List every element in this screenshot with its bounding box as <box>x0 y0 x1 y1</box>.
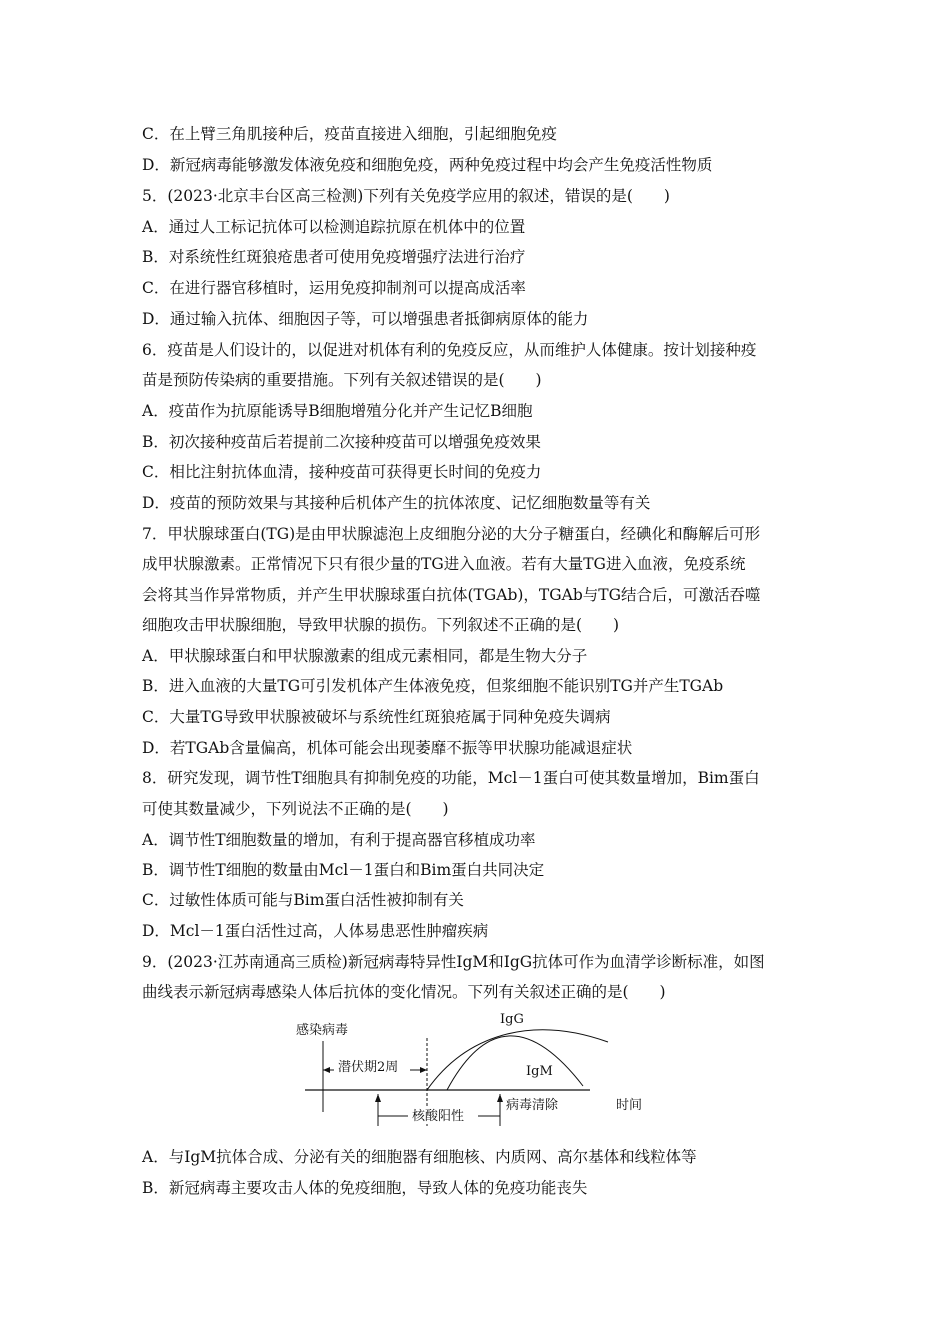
text-line: D．Mcl－1蛋白活性过高，人体易患恶性肿瘤疾病 <box>142 922 489 940</box>
text-line: 成甲状腺激素。正常情况下只有很少量的TG进入血液。若有大量TG进入血液，免疫系统 <box>142 555 746 573</box>
question-7-stem: 7．甲状腺球蛋白(TG)是由甲状腺滤泡上皮细胞分泌的大分子糖蛋白，经碘化和酶解后可形 <box>142 525 761 543</box>
nucleic-positive-label: 核酸阳性 <box>412 1109 465 1124</box>
text-line: 曲线表示新冠病毒感染人体后抗体的变化情况。下列有关叙述正确的是( ) <box>142 983 666 1001</box>
text-line: C．相比注射抗体血清，接种疫苗可获得更长时间的免疫力 <box>142 463 542 481</box>
nucleic-start-head <box>375 1094 381 1102</box>
text-line: D．通过输入抗体、细胞因子等，可以增强患者抵御病原体的能力 <box>142 310 589 328</box>
text-line: A．与IgM抗体合成、分泌有关的细胞器有细胞核、内质网、高尔基体和线粒体等 <box>142 1148 697 1166</box>
incubation-arrow-right-head <box>420 1067 427 1073</box>
text-line: B．新冠病毒主要攻击人体的免疫细胞，导致人体的免疫功能丧失 <box>142 1179 588 1197</box>
incubation-label: 潜伏期2周 <box>338 1060 399 1075</box>
text-line: B．初次接种疫苗后若提前二次接种疫苗可以增强免疫效果 <box>142 433 541 451</box>
text-line: B．调节性T细胞的数量由Mcl－1蛋白和Bim蛋白共同决定 <box>142 861 545 879</box>
virus-cleared-label: 病毒清除 <box>506 1098 559 1113</box>
text-line: D．若TGAb含量偏高，机体可能会出现萎靡不振等甲状腺功能减退症状 <box>142 739 633 757</box>
text-line: C．在上臂三角肌接种后，疫苗直接进入细胞，引起细胞免疫 <box>142 125 557 143</box>
text-line: C．过敏性体质可能与Bim蛋白活性被抑制有关 <box>142 891 464 909</box>
text-line: 苗是预防传染病的重要措施。下列有关叙述错误的是( ) <box>142 371 542 389</box>
incubation-arrow-left-head <box>323 1067 330 1073</box>
text-line: A．调节性T细胞数量的增加，有利于提高器官移植成功率 <box>142 831 536 849</box>
question-9-stem: 9．(2023·江苏南通高三质检)新冠病毒特异性IgM和IgG抗体可作为血清学诊断标准，如图 <box>142 953 765 971</box>
text-line: D．新冠病毒能够激发体液免疫和细胞免疫，两种免疫过程中均会产生免疫活性物质 <box>142 156 713 174</box>
igm-curve <box>447 1036 583 1090</box>
igg-label: IgG <box>500 1012 524 1027</box>
text-line: 细胞攻击甲状腺细胞，导致甲状腺的损伤。下列叙述不正确的是( ) <box>142 616 620 634</box>
text-line: A．疫苗作为抗原能诱导B细胞增殖分化并产生记忆B细胞 <box>142 402 533 420</box>
text-line: B．进入血液的大量TG可引发机体产生体液免疫，但浆细胞不能识别TG并产生TGAb <box>142 677 724 695</box>
text-line: 可使其数量减少，下列说法不正确的是( ) <box>142 800 449 818</box>
text-line: 会将其当作异常物质，并产生甲状腺球蛋白抗体(TGAb)，TGAb与TG结合后，可激活吞噬 <box>142 586 761 604</box>
text-line: A．甲状腺球蛋白和甲状腺激素的组成元素相同，都是生物大分子 <box>142 647 588 665</box>
text-line: C．在进行器官移植时，运用免疫抑制剂可以提高成活率 <box>142 279 526 297</box>
question-6-stem: 6．疫苗是人们设计的，以促进对机体有利的免疫反应，从而维护人体健康。按计划接种疫 <box>142 341 757 359</box>
text-line: B．对系统性红斑狼疮患者可使用免疫增强疗法进行治疗 <box>142 248 526 266</box>
text-line: C．大量TG导致甲状腺被破坏与系统性红斑狼疮属于同种免疫失调病 <box>142 708 611 726</box>
time-label: 时间 <box>616 1098 643 1113</box>
infection-label: 感染病毒 <box>296 1023 349 1038</box>
virus-cleared-head <box>497 1094 503 1102</box>
text-line: D．疫苗的预防效果与其接种后机体产生的抗体浓度、记忆细胞数量等有关 <box>142 494 651 512</box>
antibody-timeline-figure <box>290 1008 670 1128</box>
igg-curve <box>427 1030 608 1090</box>
question-5-stem: 5．(2023·北京丰台区高三检测)下列有关免疫学应用的叙述，错误的是( ) <box>142 187 670 205</box>
question-8-stem: 8．研究发现，调节性T细胞具有抑制免疫的功能，Mcl－1蛋白可使其数量增加，Bim蛋白 <box>142 769 760 787</box>
igm-label: IgM <box>526 1064 553 1079</box>
text-line: A．通过人工标记抗体可以检测追踪抗原在机体中的位置 <box>142 218 526 236</box>
